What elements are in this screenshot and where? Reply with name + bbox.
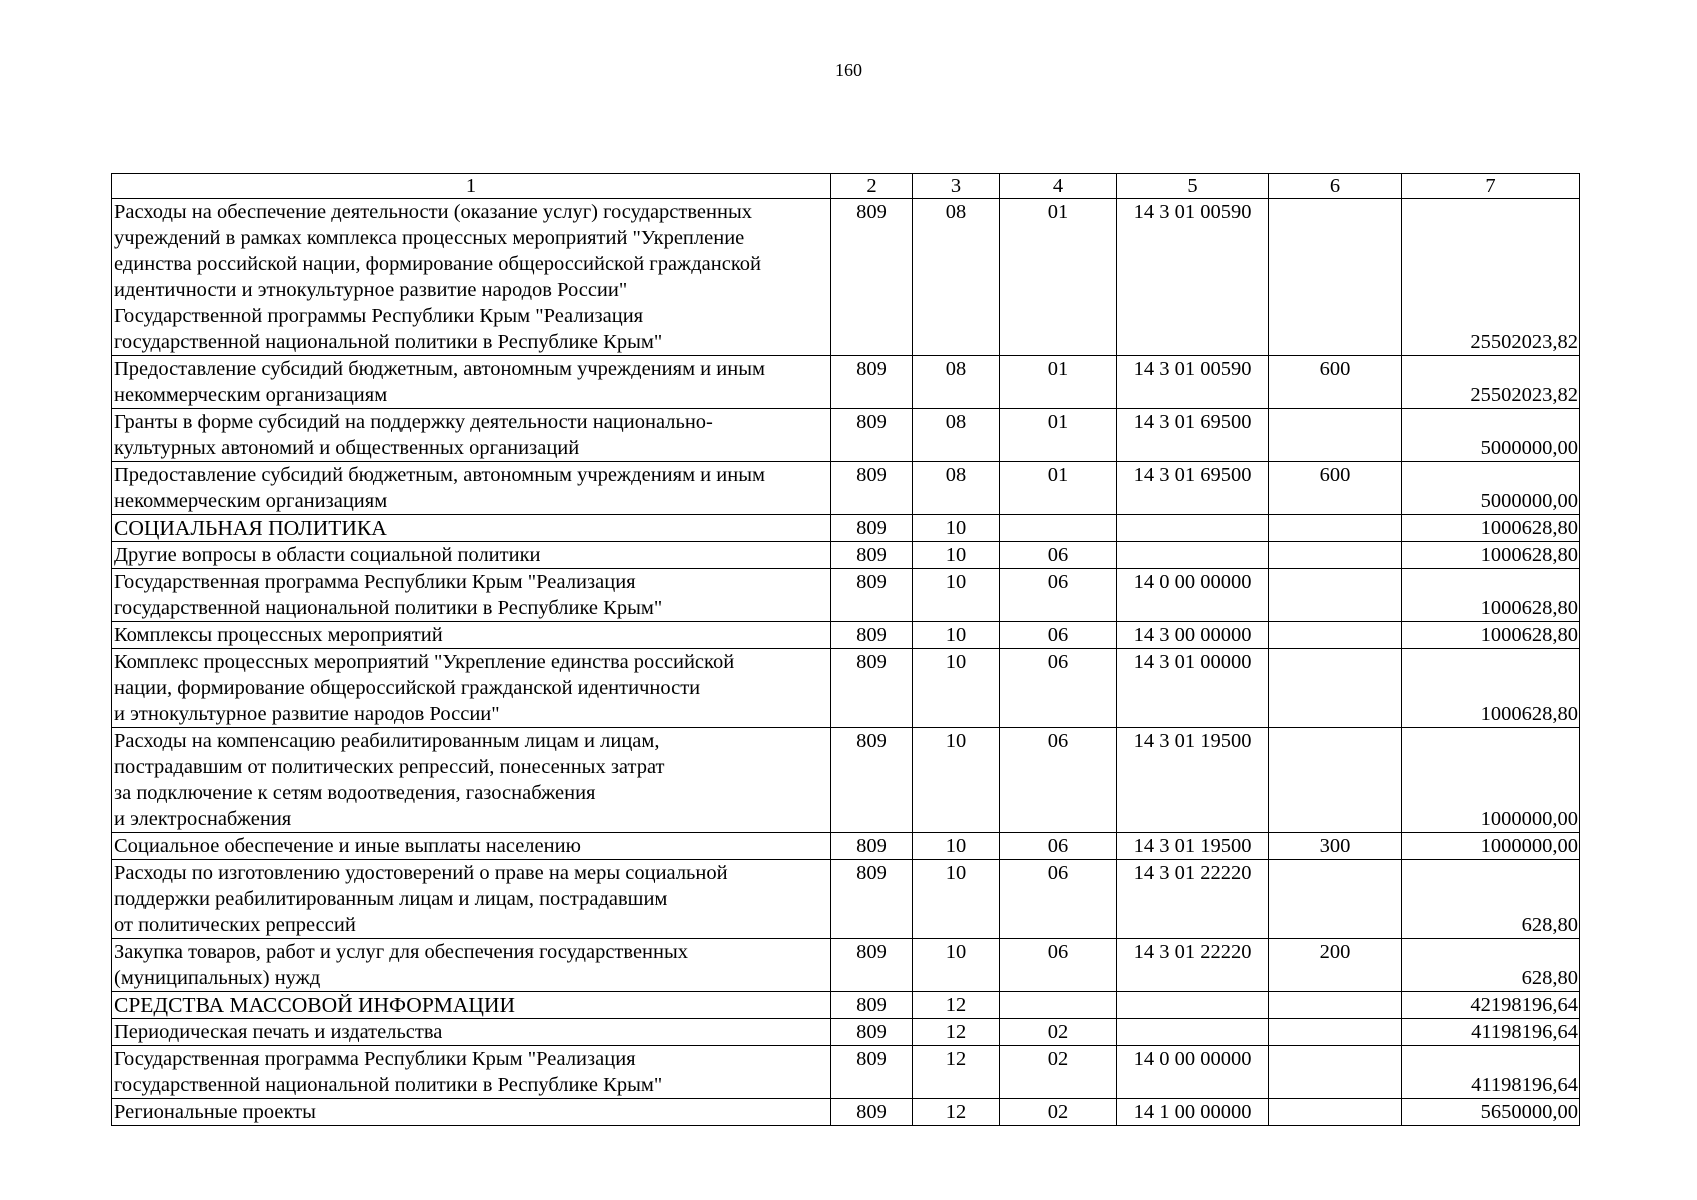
cell-name: Расходы на обеспечение деятельности (оказание услуг) государственных учреждений в рамках комплекса процессных мероприятий "Укрепление единства российской нации, формирование общероссийской гражданской идентичности и этнокультурное развитие народов России" Государственной программы Республики Крым "Реализация государственной национальной политики в Республике Крым"	[112, 199, 831, 356]
cell-subsection: 01	[1000, 462, 1117, 515]
cell-ministry-code: 809	[831, 1099, 913, 1126]
cell-amount: 1000000,00	[1402, 833, 1580, 860]
cell-ministry-code: 809	[831, 356, 913, 409]
cell-subsection: 06	[1000, 569, 1117, 622]
cell-name: Государственная программа Республики Крым "Реализация государственной национальной политики в Республике Крым"	[112, 569, 831, 622]
cell-expense-type	[1269, 409, 1402, 462]
cell-ministry-code: 809	[831, 728, 913, 833]
table-row	[112, 1019, 1580, 1046]
cell-target-article: 14 0 00 00000	[1117, 1046, 1269, 1099]
cell-target-article: 14 3 01 00590	[1117, 199, 1269, 356]
cell-section: 10	[913, 860, 1000, 939]
cell-amount: 1000628,80	[1402, 622, 1580, 649]
header-cell: 4	[1000, 174, 1117, 199]
cell-subsection: 01	[1000, 199, 1117, 356]
cell-name: Предоставление субсидий бюджетным, автономным учреждениям и иным некоммерческим организациям	[112, 462, 831, 515]
cell-target-article: 14 3 01 19500	[1117, 728, 1269, 833]
cell-section: 10	[913, 515, 1000, 542]
cell-target-article: 14 3 00 00000	[1117, 622, 1269, 649]
table-row	[112, 939, 1580, 992]
cell-subsection	[1000, 515, 1117, 542]
table-row	[112, 728, 1580, 833]
cell-section: 10	[913, 622, 1000, 649]
cell-amount: 1000628,80	[1402, 515, 1580, 542]
cell-name: СРЕДСТВА МАССОВОЙ ИНФОРМАЦИИ	[112, 992, 831, 1019]
cell-ministry-code: 809	[831, 515, 913, 542]
table-row	[112, 515, 1580, 542]
cell-name: Расходы по изготовлению удостоверений о праве на меры социальной поддержки реабилитированным лицам и лицам, пострадавшим от политических репрессий	[112, 860, 831, 939]
cell-amount: 41198196,64	[1402, 1019, 1580, 1046]
cell-target-article: 14 0 00 00000	[1117, 569, 1269, 622]
table-row	[112, 1046, 1580, 1099]
cell-subsection: 01	[1000, 356, 1117, 409]
cell-target-article: 14 3 01 69500	[1117, 409, 1269, 462]
cell-section: 12	[913, 1019, 1000, 1046]
cell-target-article	[1117, 542, 1269, 569]
cell-expense-type	[1269, 992, 1402, 1019]
cell-expense-type	[1269, 515, 1402, 542]
table-row	[112, 462, 1580, 515]
cell-name: Комплексы процессных мероприятий	[112, 622, 831, 649]
cell-amount: 1000628,80	[1402, 542, 1580, 569]
cell-target-article: 14 3 01 69500	[1117, 462, 1269, 515]
cell-ministry-code: 809	[831, 199, 913, 356]
cell-section: 10	[913, 542, 1000, 569]
cell-name: Закупка товаров, работ и услуг для обеспечения государственных (муниципальных) нужд	[112, 939, 831, 992]
cell-target-article	[1117, 515, 1269, 542]
cell-amount: 628,80	[1402, 860, 1580, 939]
cell-subsection: 01	[1000, 409, 1117, 462]
cell-ministry-code: 809	[831, 1046, 913, 1099]
cell-subsection: 06	[1000, 622, 1117, 649]
cell-section: 10	[913, 649, 1000, 728]
cell-ministry-code: 809	[831, 409, 913, 462]
cell-subsection: 06	[1000, 649, 1117, 728]
table-row	[112, 649, 1580, 728]
cell-ministry-code: 809	[831, 992, 913, 1019]
header-cell: 2	[831, 174, 913, 199]
cell-ministry-code: 809	[831, 569, 913, 622]
cell-target-article	[1117, 992, 1269, 1019]
cell-expense-type	[1269, 1046, 1402, 1099]
cell-section: 10	[913, 939, 1000, 992]
header-cell: 6	[1269, 174, 1402, 199]
cell-ministry-code: 809	[831, 649, 913, 728]
cell-name: СОЦИАЛЬНАЯ ПОЛИТИКА	[112, 515, 831, 542]
cell-amount: 25502023,82	[1402, 199, 1580, 356]
cell-section: 08	[913, 462, 1000, 515]
cell-amount: 1000000,00	[1402, 728, 1580, 833]
cell-target-article: 14 3 01 22220	[1117, 939, 1269, 992]
table-body	[112, 174, 1580, 1126]
cell-subsection: 06	[1000, 542, 1117, 569]
cell-subsection: 06	[1000, 939, 1117, 992]
cell-name: Гранты в форме субсидий на поддержку деятельности национально- культурных автономий и общественных организаций	[112, 409, 831, 462]
cell-subsection	[1000, 992, 1117, 1019]
cell-section: 12	[913, 1046, 1000, 1099]
cell-expense-type	[1269, 728, 1402, 833]
cell-expense-type: 600	[1269, 356, 1402, 409]
cell-section: 10	[913, 728, 1000, 833]
cell-target-article: 14 3 01 19500	[1117, 833, 1269, 860]
cell-expense-type	[1269, 1099, 1402, 1126]
cell-subsection: 06	[1000, 860, 1117, 939]
cell-name: Региональные проекты	[112, 1099, 831, 1126]
cell-section: 12	[913, 992, 1000, 1019]
table-header-row	[112, 174, 1580, 199]
header-cell: 3	[913, 174, 1000, 199]
cell-amount: 25502023,82	[1402, 356, 1580, 409]
table-row	[112, 199, 1580, 356]
table-row	[112, 622, 1580, 649]
cell-section: 08	[913, 409, 1000, 462]
cell-expense-type	[1269, 542, 1402, 569]
header-cell: 1	[112, 174, 831, 199]
cell-subsection: 02	[1000, 1019, 1117, 1046]
cell-subsection: 06	[1000, 728, 1117, 833]
cell-ministry-code: 809	[831, 939, 913, 992]
table-row	[112, 569, 1580, 622]
cell-ministry-code: 809	[831, 1019, 913, 1046]
cell-amount: 42198196,64	[1402, 992, 1580, 1019]
table-row	[112, 1099, 1580, 1126]
table-row	[112, 542, 1580, 569]
header-cell: 5	[1117, 174, 1269, 199]
cell-expense-type	[1269, 622, 1402, 649]
table-row	[112, 356, 1580, 409]
table-row	[112, 992, 1580, 1019]
cell-expense-type	[1269, 1019, 1402, 1046]
cell-section: 08	[913, 356, 1000, 409]
cell-ministry-code: 809	[831, 860, 913, 939]
cell-section: 08	[913, 199, 1000, 356]
cell-target-article	[1117, 1019, 1269, 1046]
cell-name: Комплекс процессных мероприятий "Укрепление единства российской нации, формирование общероссийской гражданской идентичности и этнокультурное развитие народов России"	[112, 649, 831, 728]
cell-amount: 5000000,00	[1402, 409, 1580, 462]
cell-target-article: 14 1 00 00000	[1117, 1099, 1269, 1126]
cell-ministry-code: 809	[831, 462, 913, 515]
cell-expense-type	[1269, 860, 1402, 939]
table-row	[112, 833, 1580, 860]
cell-target-article: 14 3 01 22220	[1117, 860, 1269, 939]
cell-ministry-code: 809	[831, 542, 913, 569]
cell-name: Государственная программа Республики Крым "Реализация государственной национальной политики в Республике Крым"	[112, 1046, 831, 1099]
table-row	[112, 860, 1580, 939]
cell-expense-type: 600	[1269, 462, 1402, 515]
header-cell: 7	[1402, 174, 1580, 199]
cell-section: 12	[913, 1099, 1000, 1126]
cell-name: Периодическая печать и издательства	[112, 1019, 831, 1046]
cell-expense-type	[1269, 649, 1402, 728]
cell-name: Предоставление субсидий бюджетным, автономным учреждениям и иным некоммерческим организациям	[112, 356, 831, 409]
cell-amount: 628,80	[1402, 939, 1580, 992]
cell-subsection: 02	[1000, 1099, 1117, 1126]
cell-name: Другие вопросы в области социальной политики	[112, 542, 831, 569]
table-row	[112, 409, 1580, 462]
cell-expense-type: 300	[1269, 833, 1402, 860]
cell-amount: 5000000,00	[1402, 462, 1580, 515]
cell-target-article: 14 3 01 00000	[1117, 649, 1269, 728]
budget-table	[111, 173, 1580, 1126]
cell-section: 10	[913, 833, 1000, 860]
cell-subsection: 06	[1000, 833, 1117, 860]
cell-ministry-code: 809	[831, 622, 913, 649]
cell-ministry-code: 809	[831, 833, 913, 860]
cell-name: Социальное обеспечение и иные выплаты населению	[112, 833, 831, 860]
cell-expense-type: 200	[1269, 939, 1402, 992]
cell-subsection: 02	[1000, 1046, 1117, 1099]
cell-expense-type	[1269, 569, 1402, 622]
cell-target-article: 14 3 01 00590	[1117, 356, 1269, 409]
cell-amount: 41198196,64	[1402, 1046, 1580, 1099]
cell-amount: 1000628,80	[1402, 569, 1580, 622]
cell-section: 10	[913, 569, 1000, 622]
page-number: 160	[835, 60, 862, 80]
cell-amount: 1000628,80	[1402, 649, 1580, 728]
cell-amount: 5650000,00	[1402, 1099, 1580, 1126]
cell-name: Расходы на компенсацию реабилитированным лицам и лицам, пострадавшим от политических репрессий, понесенных затрат за подключение к сетям водоотведения, газоснабжения и электроснабжения	[112, 728, 831, 833]
cell-expense-type	[1269, 199, 1402, 356]
